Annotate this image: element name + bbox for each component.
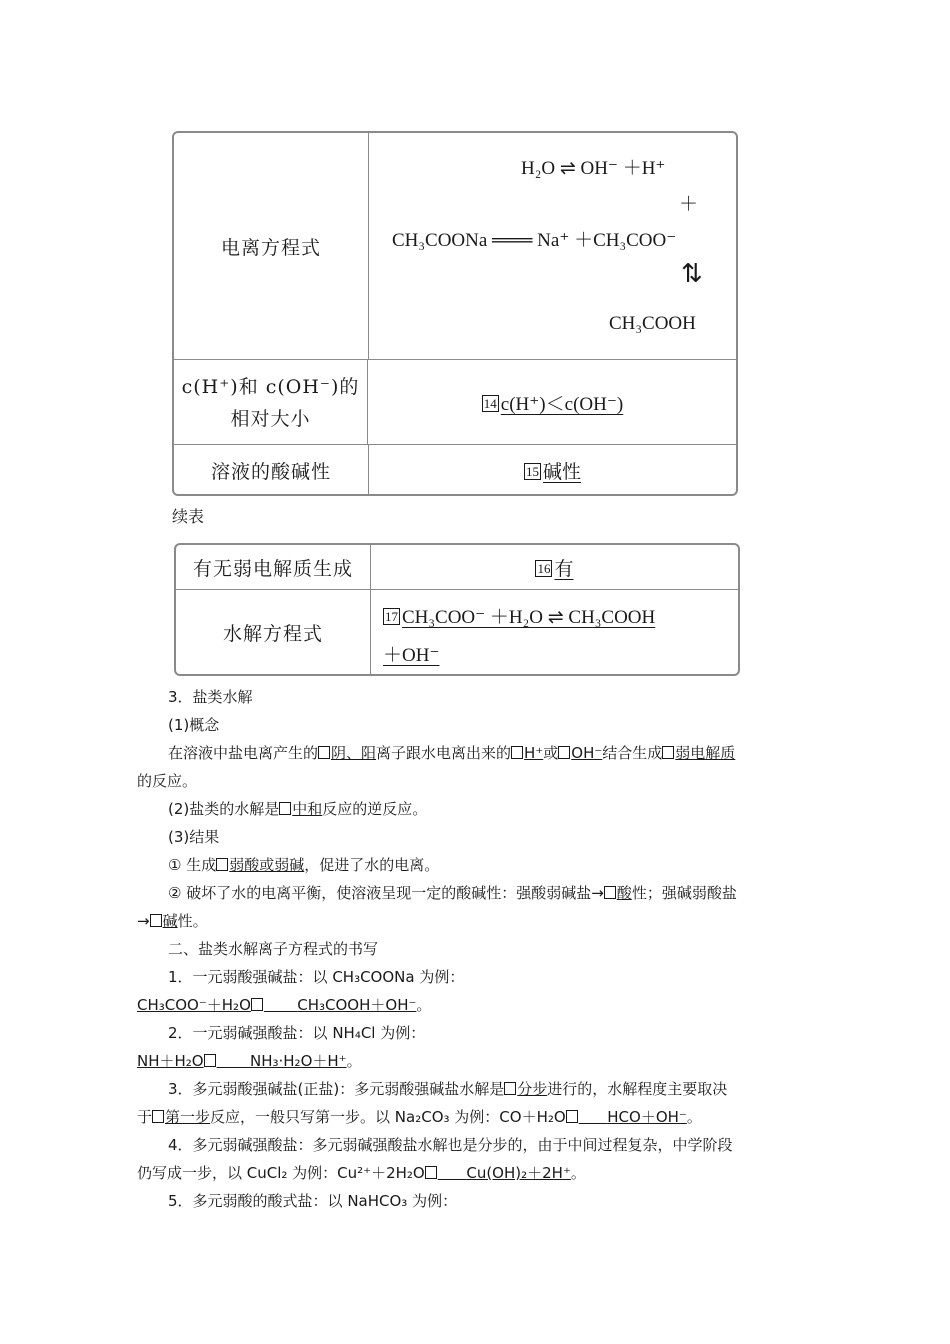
- equation-line-1: CH₃COO⁻ ＋H₂O ⇌ CH₃COOH: [402, 607, 656, 628]
- blank-box-icon: [251, 998, 263, 1011]
- row-label: 水解方程式: [176, 590, 371, 675]
- water-ionization-equation: H₂O ⇌ OH⁻ ＋H⁺: [521, 158, 666, 179]
- table-row: [174, 133, 736, 359]
- paragraph-cont: → 碱性。: [137, 912, 208, 930]
- table-row: [176, 545, 738, 589]
- list-item-cont: 仍写成一步，以 CuCl₂ 为例：Cu²⁺＋2H₂O Cu(OH)₂＋2H⁺。: [137, 1164, 586, 1182]
- row-value: [369, 360, 736, 445]
- list-item: 1．一元弱酸强碱盐：以 CH₃COONa 为例：: [168, 968, 465, 986]
- list-item: 2．一元弱碱强酸盐：以 NH₄Cl 为例：: [168, 1024, 426, 1042]
- blank-box-icon: [425, 1166, 437, 1179]
- answer-text: c(H⁺)＜c(OH⁻): [500, 394, 624, 415]
- paragraph: (2)盐类的水解是 中和反应的逆反应。: [168, 800, 428, 818]
- paragraph: ② 破坏了水的电离平衡，使溶液呈现一定的酸碱性：强酸弱碱盐→ 酸性；强碱弱酸盐: [168, 884, 737, 902]
- blank-box-icon: [204, 1054, 216, 1067]
- hydrolysis-table: [174, 543, 740, 676]
- section-heading: 二、盐类水解离子方程式的书写: [168, 940, 379, 958]
- subsection-heading: (3)结果: [168, 828, 220, 846]
- section-heading: 3．盐类水解: [168, 688, 253, 706]
- equation: CH₃COO⁻＋H₂O CH₃COOH＋OH⁻。: [137, 996, 432, 1014]
- list-item: 4．多元弱碱强酸盐：多元弱碱强酸盐水解也是分步的，由于中间过程复杂，中学阶段: [168, 1136, 733, 1154]
- list-item: 5．多元弱酸的酸式盐：以 NaHCO₃ 为例：: [168, 1192, 458, 1210]
- blank-box-icon: [318, 746, 330, 759]
- blank-box-icon: [504, 1082, 516, 1095]
- equilibrium-arrow-icon: ⇅: [681, 259, 703, 288]
- equation-line-2: ＋OH⁻: [383, 645, 440, 666]
- paragraph: 在溶液中盐电离产生的 阴、阳离子跟水电离出来的 H⁺或 OH⁻结合生成 弱电解质: [168, 744, 736, 762]
- list-item: 3．多元弱酸强碱盐(正盐)：多元弱酸强碱盐水解是 分步进行的，水解程度主要取决: [168, 1080, 728, 1098]
- row-label: 电离方程式: [174, 133, 369, 359]
- answer-text: 有: [554, 558, 574, 580]
- blank-box-icon: [216, 858, 228, 871]
- blank-box-icon: [152, 1110, 164, 1123]
- plus-sign: ＋: [679, 194, 699, 215]
- table-row: [174, 359, 736, 445]
- hydrolysis-equation: [371, 590, 738, 675]
- ionization-table: [172, 131, 738, 496]
- answer-number: 17: [385, 609, 398, 624]
- answer-number: 14: [483, 396, 497, 411]
- answer-number: 16: [537, 560, 551, 576]
- row-value: [369, 445, 736, 495]
- row-label: 溶液的酸碱性: [174, 445, 369, 495]
- equation: NH＋H₂O NH₃·H₂O＋H⁺。: [137, 1052, 362, 1070]
- row-label: 有无弱电解质生成: [176, 545, 371, 589]
- product-formula: CH₃COOH: [609, 313, 696, 334]
- table-row: [176, 589, 738, 675]
- ionization-equations: [369, 133, 736, 359]
- blank-box-icon: [150, 914, 162, 927]
- blank-box-icon: [604, 886, 616, 899]
- paragraph: ① 生成 弱酸或弱碱，促进了水的电离。: [168, 856, 440, 874]
- table-row: [174, 444, 736, 495]
- paragraph-cont: 的反应。: [137, 772, 198, 790]
- row-label: c(H⁺)和 c(OH⁻)的相对大小: [174, 360, 368, 445]
- blank-box-icon: [566, 1110, 578, 1123]
- subsection-heading: (1)概念: [168, 716, 220, 734]
- continued-label: 续表: [172, 507, 205, 526]
- blank-box-icon: [558, 746, 570, 759]
- salt-ionization-equation: CH₃COONa ═══ Na⁺ ＋CH₃COO⁻: [392, 230, 677, 251]
- blank-box-icon: [279, 802, 291, 815]
- blank-box-icon: [511, 746, 523, 759]
- answer-text: 碱性: [542, 461, 581, 483]
- answer-number: 15: [525, 463, 539, 479]
- row-value: [371, 545, 738, 589]
- list-item-cont: 于 第一步反应，一般只写第一步。以 Na₂CO₃ 为例：CO＋H₂O HCO＋OH⁻。: [137, 1108, 702, 1126]
- blank-box-icon: [662, 746, 674, 759]
